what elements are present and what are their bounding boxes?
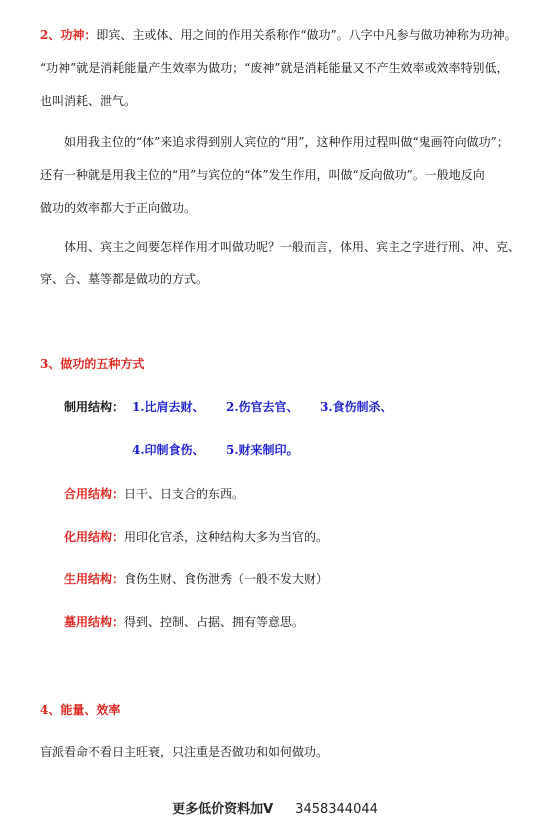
- zhiyong-row1: [64, 400, 393, 414]
- zhiyong-item-3: 3.食伤制杀、: [320, 400, 393, 414]
- muyong-text: 得到、控制、占据、拥有等意思。: [124, 615, 305, 629]
- section2-p2-line2: 还有一种就是用我主位的“用”与宾位的“体”发生作用，叫做“反向做功”。一般地反向: [40, 168, 485, 182]
- section2-p3-line2: 穿、合、墓等都是做功的方式。: [40, 272, 209, 286]
- shengyong-text: 食伤生财、食伤泄秀（一般不发大财）: [124, 572, 329, 586]
- zhiyong-label: 制用结构：: [64, 400, 125, 414]
- muyong-label: 墓用结构：: [64, 615, 125, 629]
- huayong-row: [64, 530, 328, 544]
- section2-p1-line2: “功神”就是消耗能量产生效率为做功；“废神”就是消耗能量又不产生效率或效率特别低，: [40, 61, 509, 75]
- zhiyong-item-5: 5.财来制印。: [226, 443, 299, 457]
- section2-p2-line3: 做功的效率都大于正向做功。: [40, 201, 197, 215]
- shengyong-label: 生用结构：: [64, 572, 125, 586]
- zhiyong-item-2: 2.伤官去官、: [226, 400, 299, 414]
- section2-line1: [40, 28, 517, 42]
- section4-text: 盲派看命不看日主旺衰，只注重是否做功和如何做功。: [40, 745, 329, 759]
- footer-number: 3458344044: [295, 802, 378, 817]
- footer-text: 更多低价资料加V: [172, 802, 274, 817]
- shengyong-row: [64, 572, 328, 586]
- section2-heading: 2、功神：: [40, 28, 97, 42]
- zhiyong-row2: [132, 443, 299, 457]
- zhiyong-item-1: 1.比肩去财、: [132, 400, 205, 414]
- section4-heading: 4、能量、效率: [40, 703, 121, 717]
- section2-p2-line1: 如用我主位的“体”来追求得到别人宾位的“用”，这种作用过程叫做“鬼画符向做功”；: [64, 135, 509, 149]
- section3-heading: 3、做功的五种方式: [40, 357, 145, 371]
- huayong-text: 用印化官杀，这种结构大多为当官的。: [124, 530, 329, 544]
- huayong-label: 化用结构：: [64, 530, 125, 544]
- heyong-text: 日干、日支合的东西。: [124, 487, 245, 501]
- zhiyong-item-4: 4.印制食伤、: [132, 443, 205, 457]
- section2-p1-line1: 即宾、主或体、用之间的作用关系称作“做功”。八字中凡参与做功神称为功神。: [96, 28, 517, 42]
- heyong-label: 合用结构：: [64, 487, 125, 501]
- section2-p1-line3: 也叫消耗、泄气。: [40, 94, 137, 108]
- muyong-row: [64, 615, 304, 629]
- section2-p3-line1: 体用、宾主之间要怎样作用才叫做功呢？一般而言，体用、宾主之字进行刑、冲、克、: [64, 240, 521, 254]
- footer: [0, 798, 550, 817]
- heyong-row: [64, 487, 244, 501]
